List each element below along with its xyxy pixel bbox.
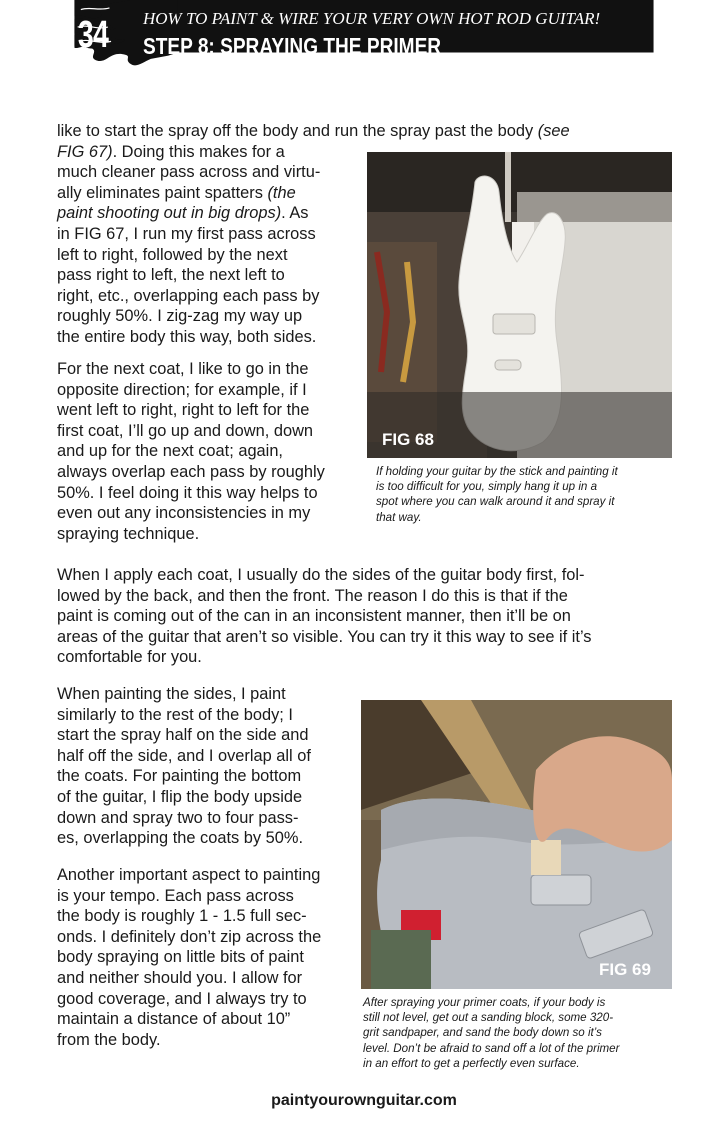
text-line: right, etc., overlapping each pass by [57,286,320,305]
text-span: like to start the spray off the body and run the spray past the body [57,122,538,140]
text-line: When I apply each coat, I usually do the sides of the guitar body first, fol- [57,566,585,584]
fig-68-caption [376,464,676,525]
text-line: roughly 50%. I zig-zag my way up [57,307,303,326]
text-span: . As [281,204,309,223]
fig-69-caption [363,995,683,1071]
text-emphasis: FIG 67) [57,142,113,161]
text-line: and neither should you. I allow for [57,968,303,987]
sanding-body-image [361,700,672,989]
text-span: ally eliminates paint spatters [57,183,268,202]
text-line: 50%. I feel doing it this way helps to [57,483,318,502]
paragraph-2 [57,359,357,544]
text-line: start the spray half on the side and [57,726,309,745]
text-line: the entire body this way, both sides. [57,327,317,346]
text-line: Another important aspect to painting [57,866,321,884]
caption-line: is too difficult for you, simply hang it up in a [376,480,598,494]
text-emphasis: (the [267,183,296,202]
text-line: the coats. For painting the bottom [57,767,302,786]
text-line: body spraying on little bits of paint [57,948,304,967]
caption-line: that way. [376,510,422,524]
text-span: . Doing this makes for a [112,142,285,161]
step-title: STEP 8: SPRAYING THE PRIMER [143,33,442,59]
text-line: the body is roughly 1 - 1.5 full sec- [57,907,307,926]
text-line: always overlap each pass by roughly [57,462,325,481]
text-line: For the next coat, I like to go in the [57,360,309,378]
text-line: similarly to the rest of the body; I [57,705,293,724]
paragraph-4 [57,684,357,849]
text-line: onds. I definitely don’t zip across the [57,927,322,946]
page-header [0,0,728,88]
page-number: 34 [77,14,109,56]
text-line: comfortable for you. [57,648,202,667]
caption-line: After spraying your primer coats, if your body is [363,996,606,1009]
text-line: went left to right, right to left for the [57,401,310,420]
paragraph-3 [57,565,697,668]
text-line: even out any inconsistencies in my [57,504,311,523]
text-line: lowed by the back, and then the front. The reason I do this is that if the [57,586,568,605]
fig-68-label: FIG 68 [382,430,434,449]
text-line: pass right to left, the next left to [57,266,285,285]
text-line: opposite direction; for example, if I [57,380,307,399]
text-line: areas of the guitar that aren’t so visible. You can try it this way to see if it’s [57,627,592,646]
text-line: When painting the sides, I paint [57,685,286,703]
text-line: first coat, I’ll go up and down, down [57,421,314,440]
footer-website: paintyourownguitar.com [271,1092,457,1109]
text-line: spraying technique. [57,524,200,543]
caption-line: still not level, get out a sanding block, some 320- [363,1011,614,1025]
caption-line: If holding your guitar by the stick and painting it [376,465,618,478]
text-line [57,121,697,142]
text-line: maintain a distance of about 10” [57,1010,291,1029]
text-line: left to right, followed by the next [57,245,288,264]
caption-line: grit sandpaper, and sand the body down so it’s [363,1026,602,1040]
text-line: much cleaner pass across and virtu- [57,163,321,182]
text-line: is your tempo. Each pass across [57,886,294,905]
text-line: and up for the next coat; again, [57,442,283,461]
fig-68-photo [367,152,672,458]
text-emphasis: (see [537,122,570,140]
guitar-hanging-image [367,152,672,458]
text-line: from the body. [57,1030,161,1049]
text-line: paint is coming out of the can in an inconsistent manner, then it’ll be on [57,607,571,626]
text-line: in FIG 67, I run my first pass across [57,224,316,243]
text-line: down and spray two to four pass- [57,808,299,827]
text-line: es, overlapping the coats by 50%. [57,829,304,848]
paragraph-5 [57,865,357,1050]
text-emphasis: paint shooting out in big drops) [57,204,282,223]
text-line: good coverage, and I always try to [57,989,307,1008]
caption-line: in an effort to get a perfectly even surface. [363,1056,580,1070]
book-title: HOW TO PAINT & WIRE YOUR VERY OWN HOT ROD GUITAR! [143,9,601,28]
text-line: of the guitar, I flip the body upside [57,787,303,806]
caption-line: level. Don’t be afraid to sand off a lot of the primer [363,1041,620,1055]
text-line: half off the side, and I overlap all of [57,746,311,765]
caption-line: spot where you can walk around it and spray it [376,495,615,509]
fig-69-photo [361,700,672,989]
fig-69-label: FIG 69 [599,960,651,979]
